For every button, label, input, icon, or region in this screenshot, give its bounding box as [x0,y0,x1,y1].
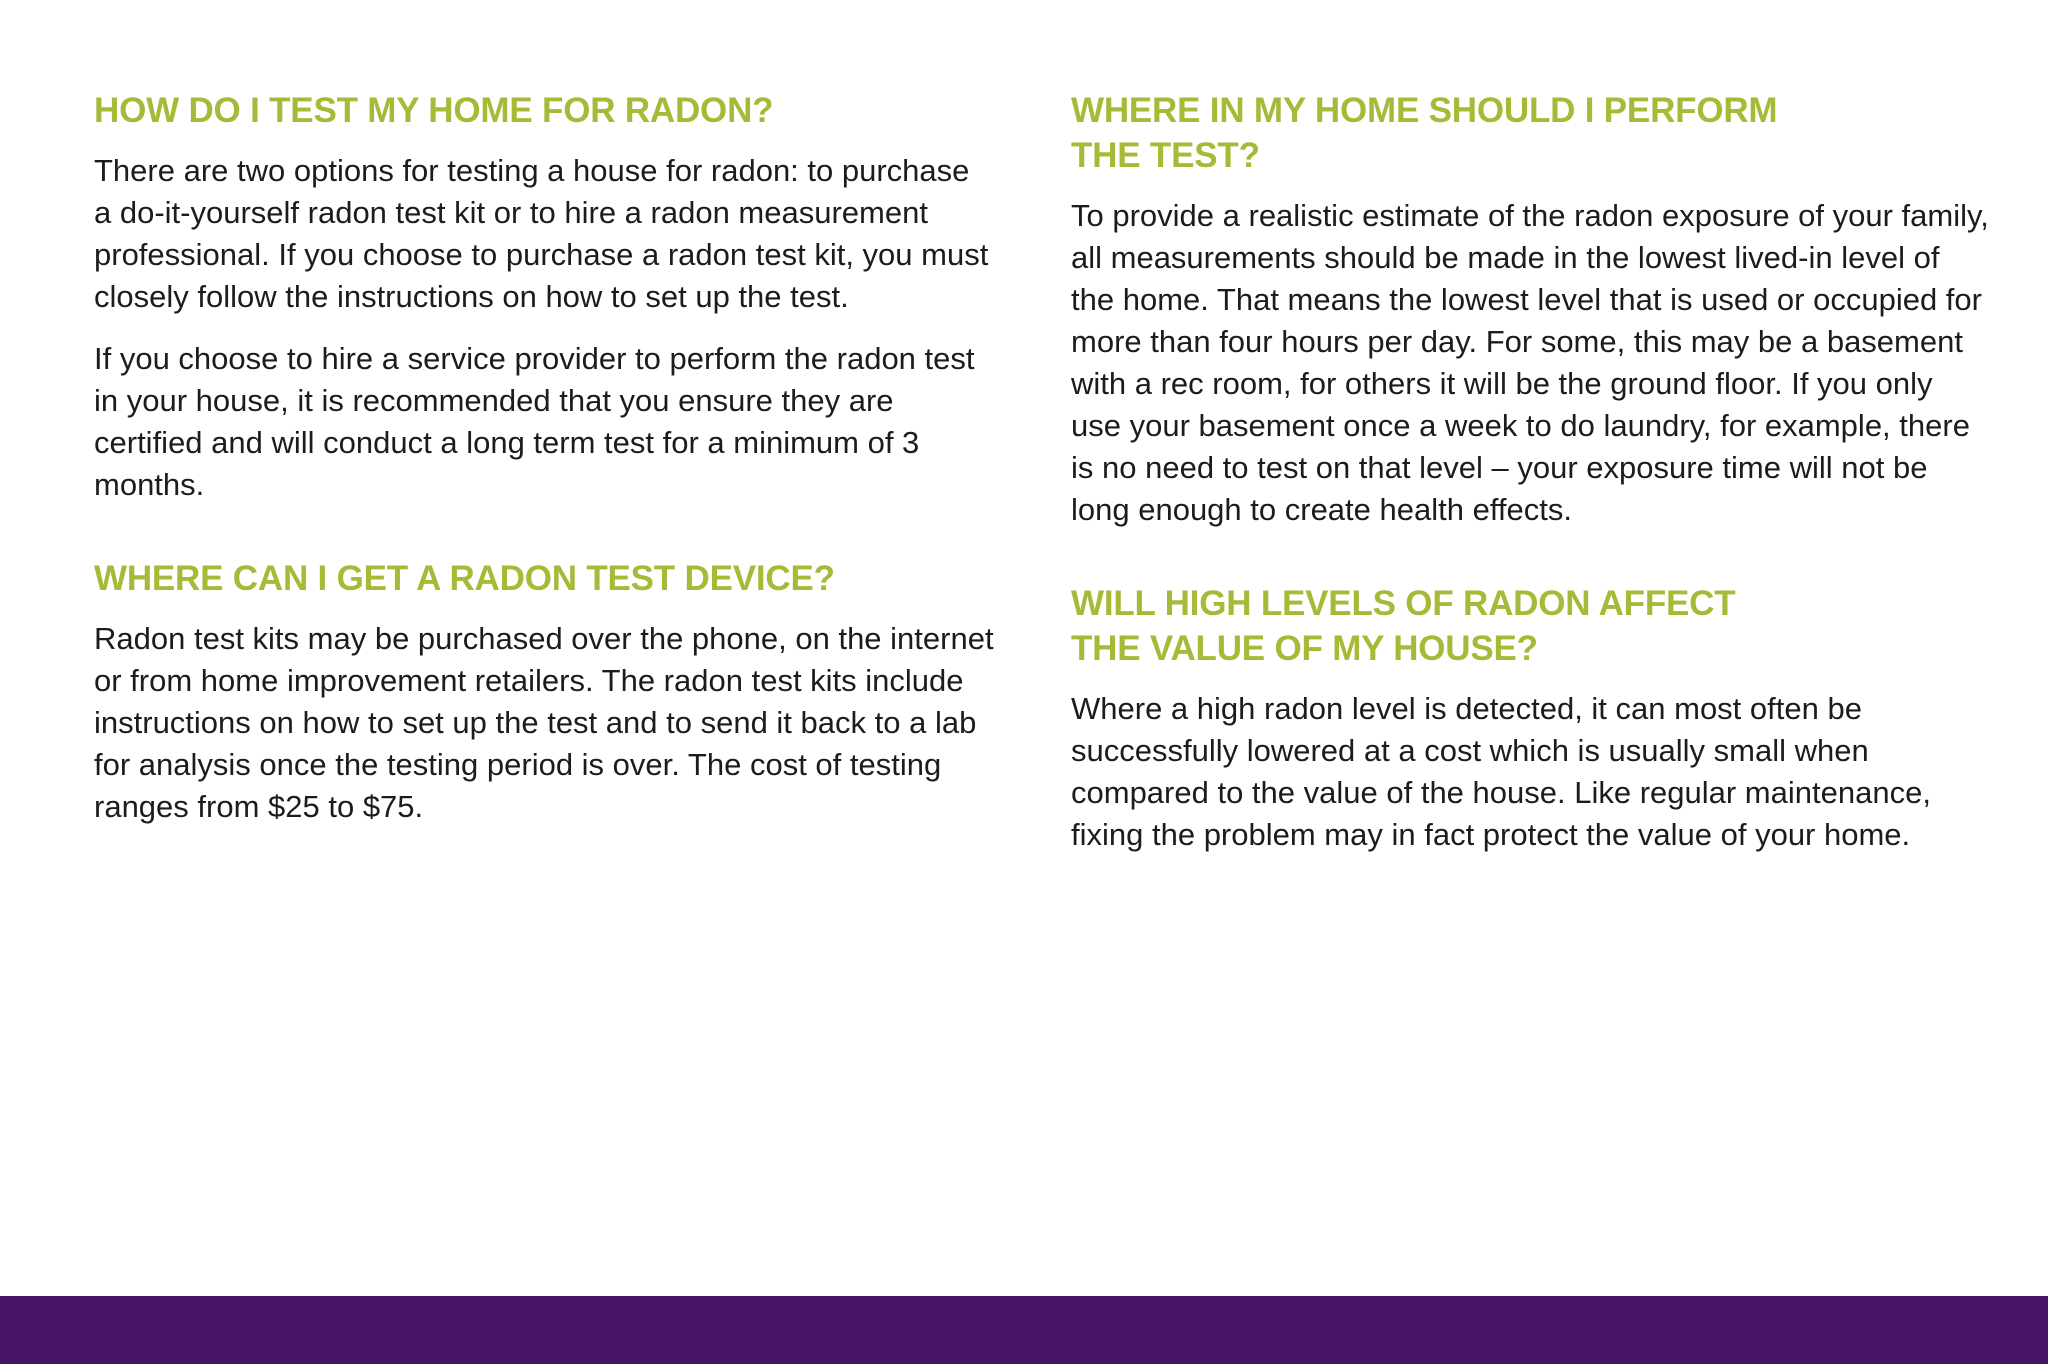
body-paragraph: There are two options for testing a house for radon: to purchase a do-it-yourself radon test kit or to hire a radon measurement professional. If you choose to purchase a radon test kit, you must closely follow the instructions on how to set up the test. [94,153,989,314]
body-paragraph: Radon test kits may be purchased over the phone, on the internet or from home improvement retailers. The radon test kits include instructions on how to set up the test and to send it back to a lab for analysis once the testing period is over. The cost of testing ranges from $25 to $75. [94,621,994,824]
heading-line: HOW DO I TEST MY HOME FOR RADON? [94,91,774,130]
footer-bar [0,1296,2048,1364]
heading-line: WHERE CAN I GET A RADON TEST DEVICE? [94,559,835,598]
body-paragraph: Where a high radon level is detected, it can most often be successfully lowered at a cost which is usually small when compared to the value of the house. Like regular maintenance, fixing the problem may in fact protect the value of your home. [1071,691,1931,852]
body-paragraph: If you choose to hire a service provider to perform the radon test in your house, it is recommended that you ensure they are certified and will conduct a long term test for a minimum of 3 months. [94,341,975,502]
section-how-to-test [94,88,994,506]
section-heading [1071,88,1991,178]
left-column [94,88,994,828]
section-house-value [1071,581,1991,856]
heading-line: THE VALUE OF MY HOUSE? [1071,629,1538,668]
section-where-to-test [1071,88,1991,531]
heading-line: WILL HIGH LEVELS OF RADON AFFECT [1071,584,1736,623]
heading-line: THE TEST? [1071,136,1260,175]
section-heading [1071,581,1991,671]
section-heading [94,556,994,601]
right-column [1071,88,1991,856]
heading-line: WHERE IN MY HOME SHOULD I PERFORM [1071,91,1778,130]
body-paragraph: To provide a realistic estimate of the radon exposure of your family, all measurements should be made in the lowest lived-in level of the home. That means the lowest level that is used or occupied for more than four hours per day. For some, this may be a basement with a rec room, for others it will be the ground floor. If you only use your basement once a week to do laundry, for example, there is no need to test on that level – your exposure time will not be long enough to create health effects. [1071,198,1989,527]
section-heading [94,88,994,133]
section-where-to-get-device [94,556,994,828]
